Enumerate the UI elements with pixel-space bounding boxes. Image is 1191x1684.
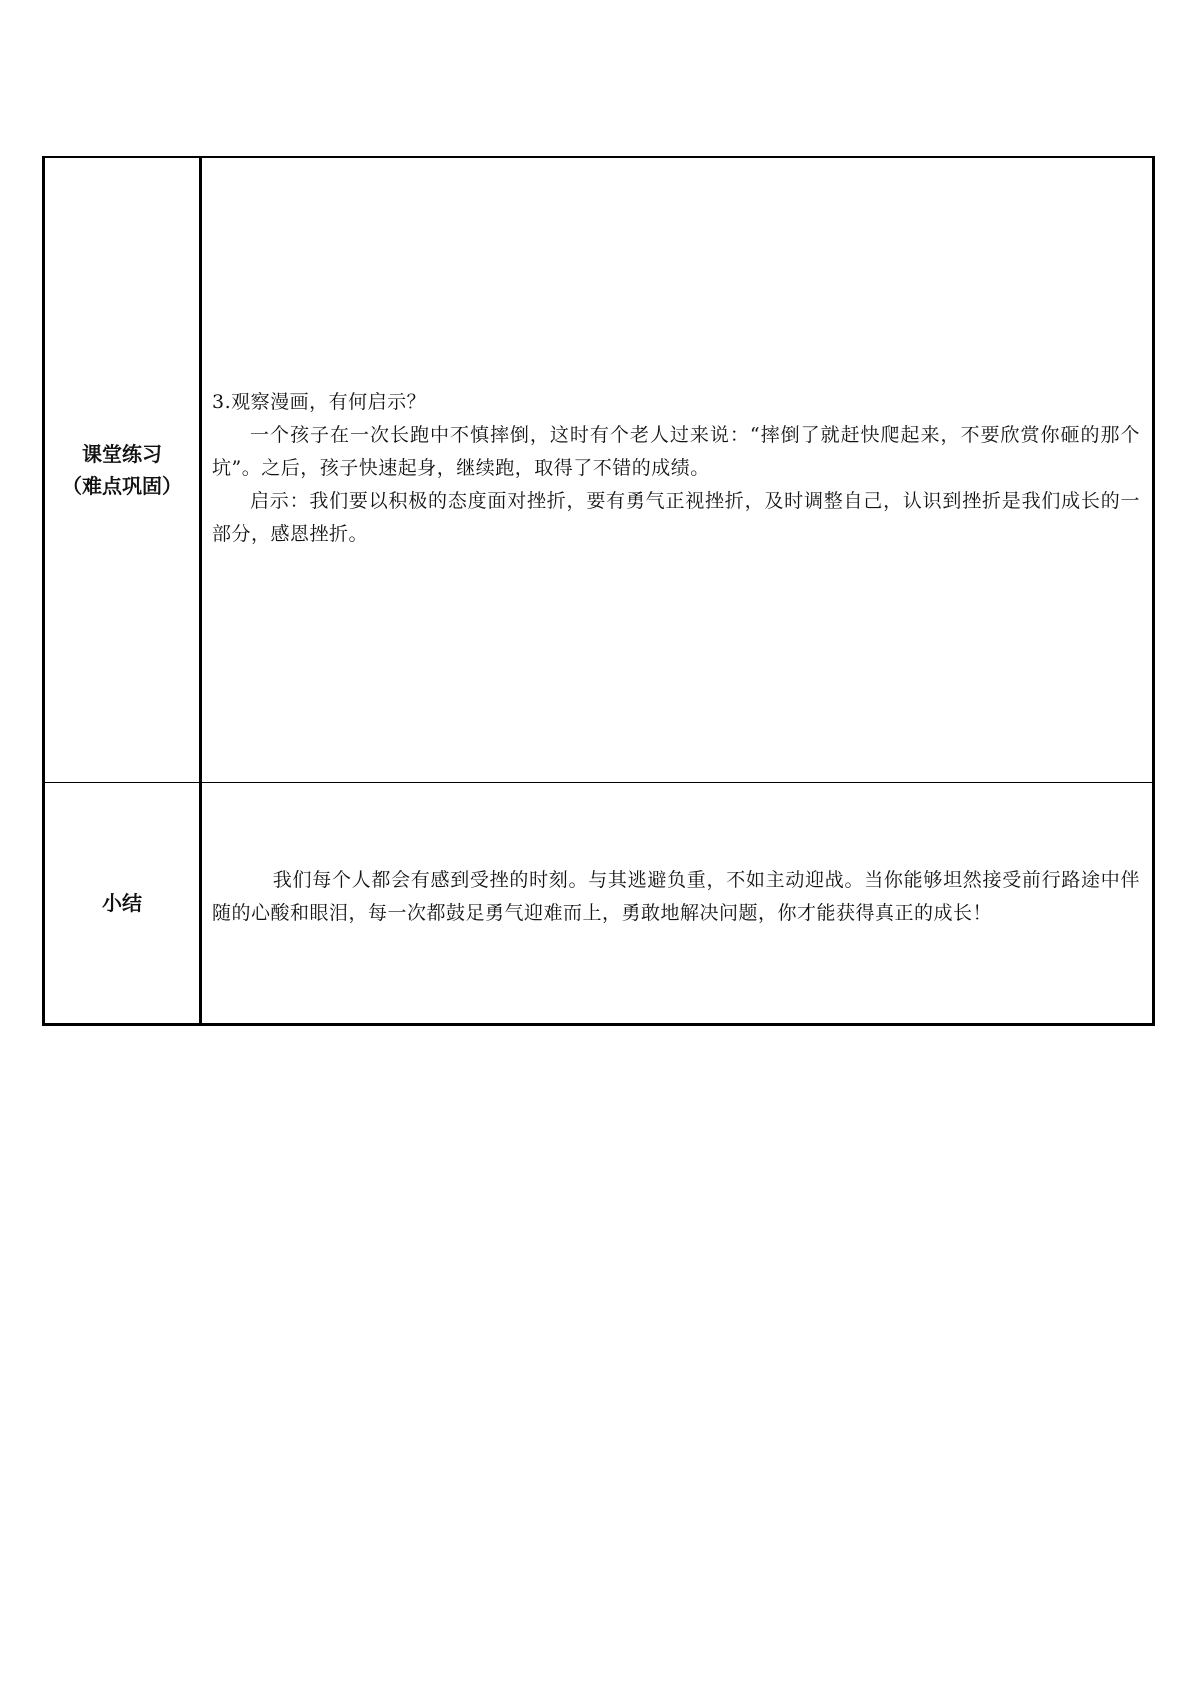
summary-label-cell [44,783,201,1025]
practice-label-cell [44,157,201,783]
table-row-summary [44,783,1154,1025]
table-row-practice [44,157,1154,783]
lesson-plan-table [42,156,1155,1026]
practice-question: 3.观察漫画，有何启示？ [212,390,427,413]
practice-insight: 启示：我们要以积极的态度面对挫折，要有勇气正视挫折，及时调整自己，认识到挫折是我们成长的一部分，感恩挫折。 [212,489,1140,545]
practice-label-subtitle: （难点巩固） [62,474,182,498]
practice-story: 一个孩子在一次长跑中不慎摔倒，这时有个老人过来说：“摔倒了就赶快爬起来，不要欣赏你砸的那个坑”。之后，孩子快速起身，继续跑，取得了不错的成绩。 [212,423,1140,479]
summary-content [202,864,1152,930]
summary-text: 我们每个人都会有感到受挫的时刻。与其逃避负重，不如主动迎战。当你能够坦然接受前行路途中伴随的心酸和眼泪，每一次都鼓足勇气迎难而上，勇敢地解决问题，你才能获得真正的成长！ [212,869,1140,924]
summary-content-cell [201,783,1154,1025]
summary-label: 小结 [102,891,142,915]
practice-content [202,386,1152,551]
practice-content-cell [201,157,1154,783]
practice-label-title: 课堂练习 [82,442,162,466]
